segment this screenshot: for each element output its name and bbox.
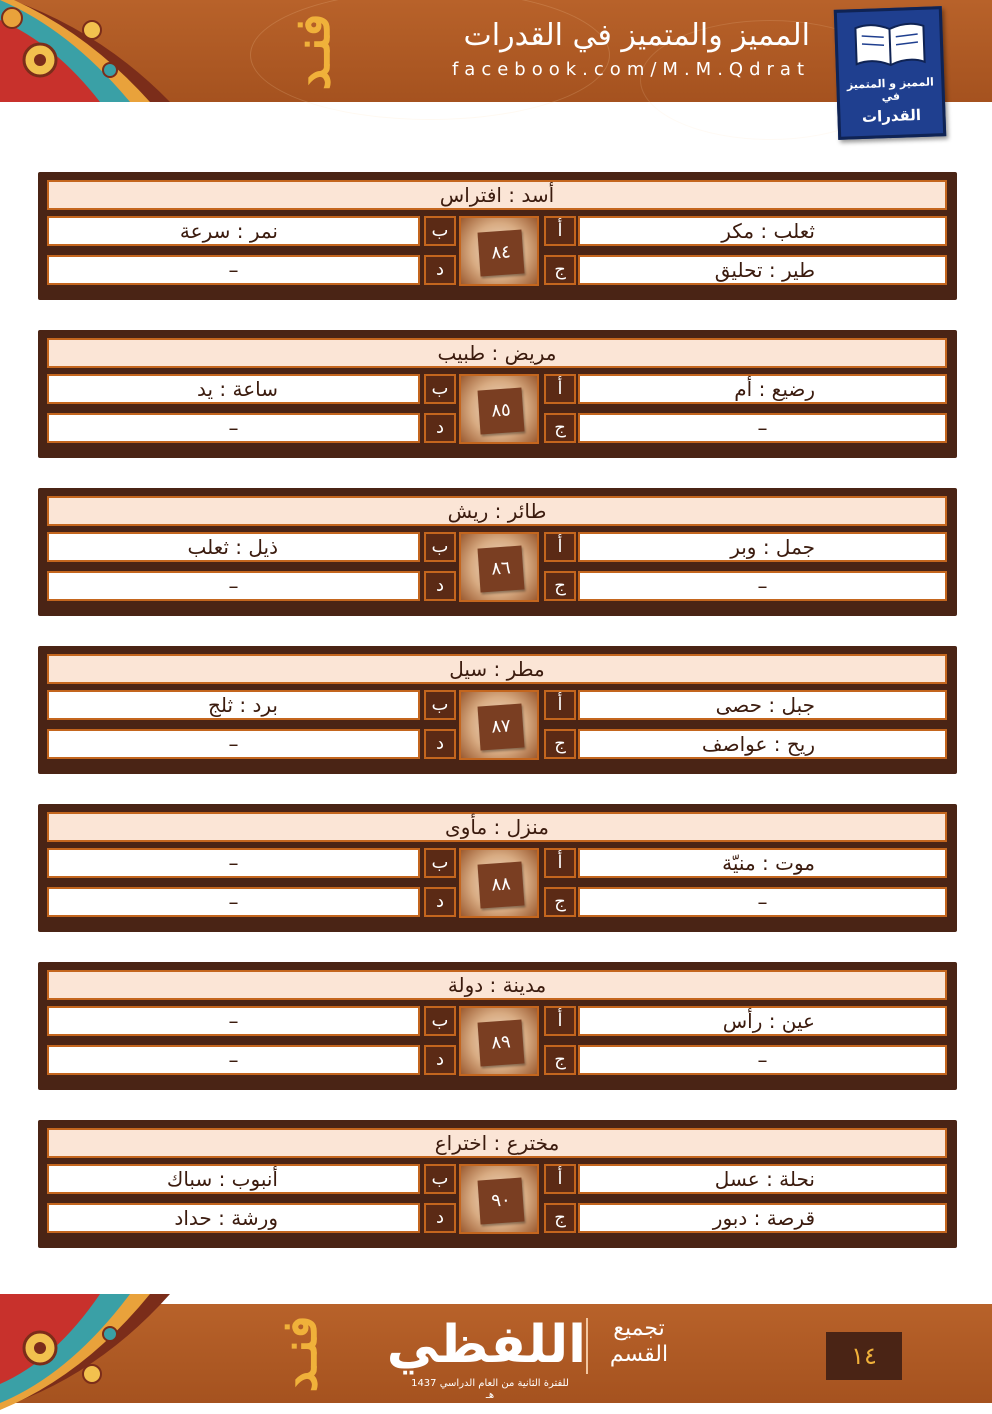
option-b-text[interactable]: –: [47, 1006, 420, 1036]
question-card: [38, 330, 957, 458]
option-d-text[interactable]: –: [47, 571, 420, 601]
option-c-text[interactable]: –: [578, 413, 947, 443]
option-d-letter[interactable]: د: [424, 255, 456, 285]
question-number-box: [459, 1006, 539, 1076]
question-number: ٩٠: [478, 1178, 525, 1225]
question-number-box: [459, 532, 539, 602]
site-title: المميز والمتميز في القدرات: [463, 18, 810, 53]
option-a-text[interactable]: جبل : حصى: [578, 690, 947, 720]
option-b-letter[interactable]: ب: [424, 374, 456, 404]
option-b-text[interactable]: ساعة : يد: [47, 374, 420, 404]
question-number: ٨٦: [478, 546, 525, 593]
option-b-letter[interactable]: ب: [424, 532, 456, 562]
question-card: [38, 172, 957, 300]
option-d-text[interactable]: –: [47, 413, 420, 443]
question-number-box: [459, 848, 539, 918]
option-c-letter[interactable]: ج: [544, 1203, 576, 1233]
question-card: [38, 962, 957, 1090]
option-a-letter[interactable]: أ: [544, 532, 576, 562]
option-b-letter[interactable]: ب: [424, 690, 456, 720]
question-number: ٨٤: [478, 230, 525, 277]
option-c-text[interactable]: –: [578, 571, 947, 601]
option-b-text[interactable]: برد : ثلج: [47, 690, 420, 720]
option-d-letter[interactable]: د: [424, 571, 456, 601]
option-c-letter[interactable]: ج: [544, 1045, 576, 1075]
page-footer: [0, 1304, 992, 1403]
ornament-mandala-icon: [0, 0, 190, 102]
ornament-mandala-icon: [0, 1304, 190, 1403]
option-a-letter[interactable]: أ: [544, 1164, 576, 1194]
logo-title: القدرات: [861, 105, 922, 126]
question-number-box: [459, 374, 539, 444]
option-a-text[interactable]: عين : رأس: [578, 1006, 947, 1036]
question-number-box: [459, 216, 539, 286]
footer-calligraphy: فنـد: [272, 1315, 328, 1393]
option-a-letter[interactable]: أ: [544, 848, 576, 878]
site-logo: [834, 6, 946, 140]
question-number-box: [459, 690, 539, 760]
site-url[interactable]: facebook.com/M.M.Qdrat: [451, 59, 810, 80]
option-b-text[interactable]: –: [47, 848, 420, 878]
option-d-text[interactable]: ورشة : حداد: [47, 1203, 420, 1233]
question-number: ٨٨: [478, 862, 525, 909]
option-a-letter[interactable]: أ: [544, 690, 576, 720]
option-d-letter[interactable]: د: [424, 729, 456, 759]
question-stem: مدينة : دولة: [47, 970, 947, 1000]
option-d-text[interactable]: –: [47, 255, 420, 285]
option-a-text[interactable]: رضيع : أم: [578, 374, 947, 404]
footer-brand-side: تجميع القسم: [609, 1316, 669, 1367]
option-b-text[interactable]: أنبوب : سباك: [47, 1164, 420, 1194]
option-b-letter[interactable]: ب: [424, 1006, 456, 1036]
logo-subtitle: المميز و المتميز في: [846, 75, 935, 104]
option-d-letter[interactable]: د: [424, 887, 456, 917]
question-stem: مريض : طبيب: [47, 338, 947, 368]
option-c-text[interactable]: طير : تحليق: [578, 255, 947, 285]
option-d-text[interactable]: –: [47, 1045, 420, 1075]
option-a-letter[interactable]: أ: [544, 216, 576, 246]
option-c-text[interactable]: –: [578, 887, 947, 917]
header-calligraphy: فنـد: [285, 13, 341, 91]
option-b-text[interactable]: ذيل : ثعلب: [47, 532, 420, 562]
question-number: ٨٧: [478, 704, 525, 751]
option-c-letter[interactable]: ج: [544, 571, 576, 601]
question-stem: طائر : ريش: [47, 496, 947, 526]
option-b-letter[interactable]: ب: [424, 1164, 456, 1194]
question-card: [38, 1120, 957, 1248]
option-a-text[interactable]: جمل : وبر: [578, 532, 947, 562]
option-c-letter[interactable]: ج: [544, 255, 576, 285]
question-number: ٨٩: [478, 1020, 525, 1067]
page-header: [0, 0, 992, 126]
option-d-text[interactable]: –: [47, 729, 420, 759]
option-d-text[interactable]: –: [47, 887, 420, 917]
option-c-letter[interactable]: ج: [544, 729, 576, 759]
question-card: [38, 804, 957, 932]
open-book-icon: [851, 18, 929, 71]
option-a-letter[interactable]: أ: [544, 1006, 576, 1036]
option-a-text[interactable]: موت : منيّة: [578, 848, 947, 878]
option-c-letter[interactable]: ج: [544, 887, 576, 917]
question-number-box: [459, 1164, 539, 1234]
option-d-letter[interactable]: د: [424, 1203, 456, 1233]
option-b-text[interactable]: نمر : سرعة: [47, 216, 420, 246]
option-c-text[interactable]: –: [578, 1045, 947, 1075]
option-c-text[interactable]: قرصة : دبور: [578, 1203, 947, 1233]
question-stem: مخترع : اختراع: [47, 1128, 947, 1158]
option-a-letter[interactable]: أ: [544, 374, 576, 404]
option-c-text[interactable]: ريح : عواصف: [578, 729, 947, 759]
option-d-letter[interactable]: د: [424, 413, 456, 443]
option-a-text[interactable]: نحلة : عسل: [578, 1164, 947, 1194]
option-a-text[interactable]: ثعلب : مكر: [578, 216, 947, 246]
question-stem: منزل : مأوى: [47, 812, 947, 842]
page-number: ١٤: [826, 1332, 902, 1380]
footer-divider: [586, 1318, 588, 1374]
footer-brand-note: للفترة الثانية من العام الدراسي 1437 هـ: [411, 1378, 569, 1401]
question-card: [38, 488, 957, 616]
option-d-letter[interactable]: د: [424, 1045, 456, 1075]
question-stem: مطر : سيل: [47, 654, 947, 684]
question-number: ٨٥: [478, 388, 525, 435]
option-b-letter[interactable]: ب: [424, 216, 456, 246]
question-card: [38, 646, 957, 774]
question-stem: أسد : افتراس: [47, 180, 947, 210]
footer-brand: اللفظي: [386, 1315, 586, 1375]
option-b-letter[interactable]: ب: [424, 848, 456, 878]
option-c-letter[interactable]: ج: [544, 413, 576, 443]
